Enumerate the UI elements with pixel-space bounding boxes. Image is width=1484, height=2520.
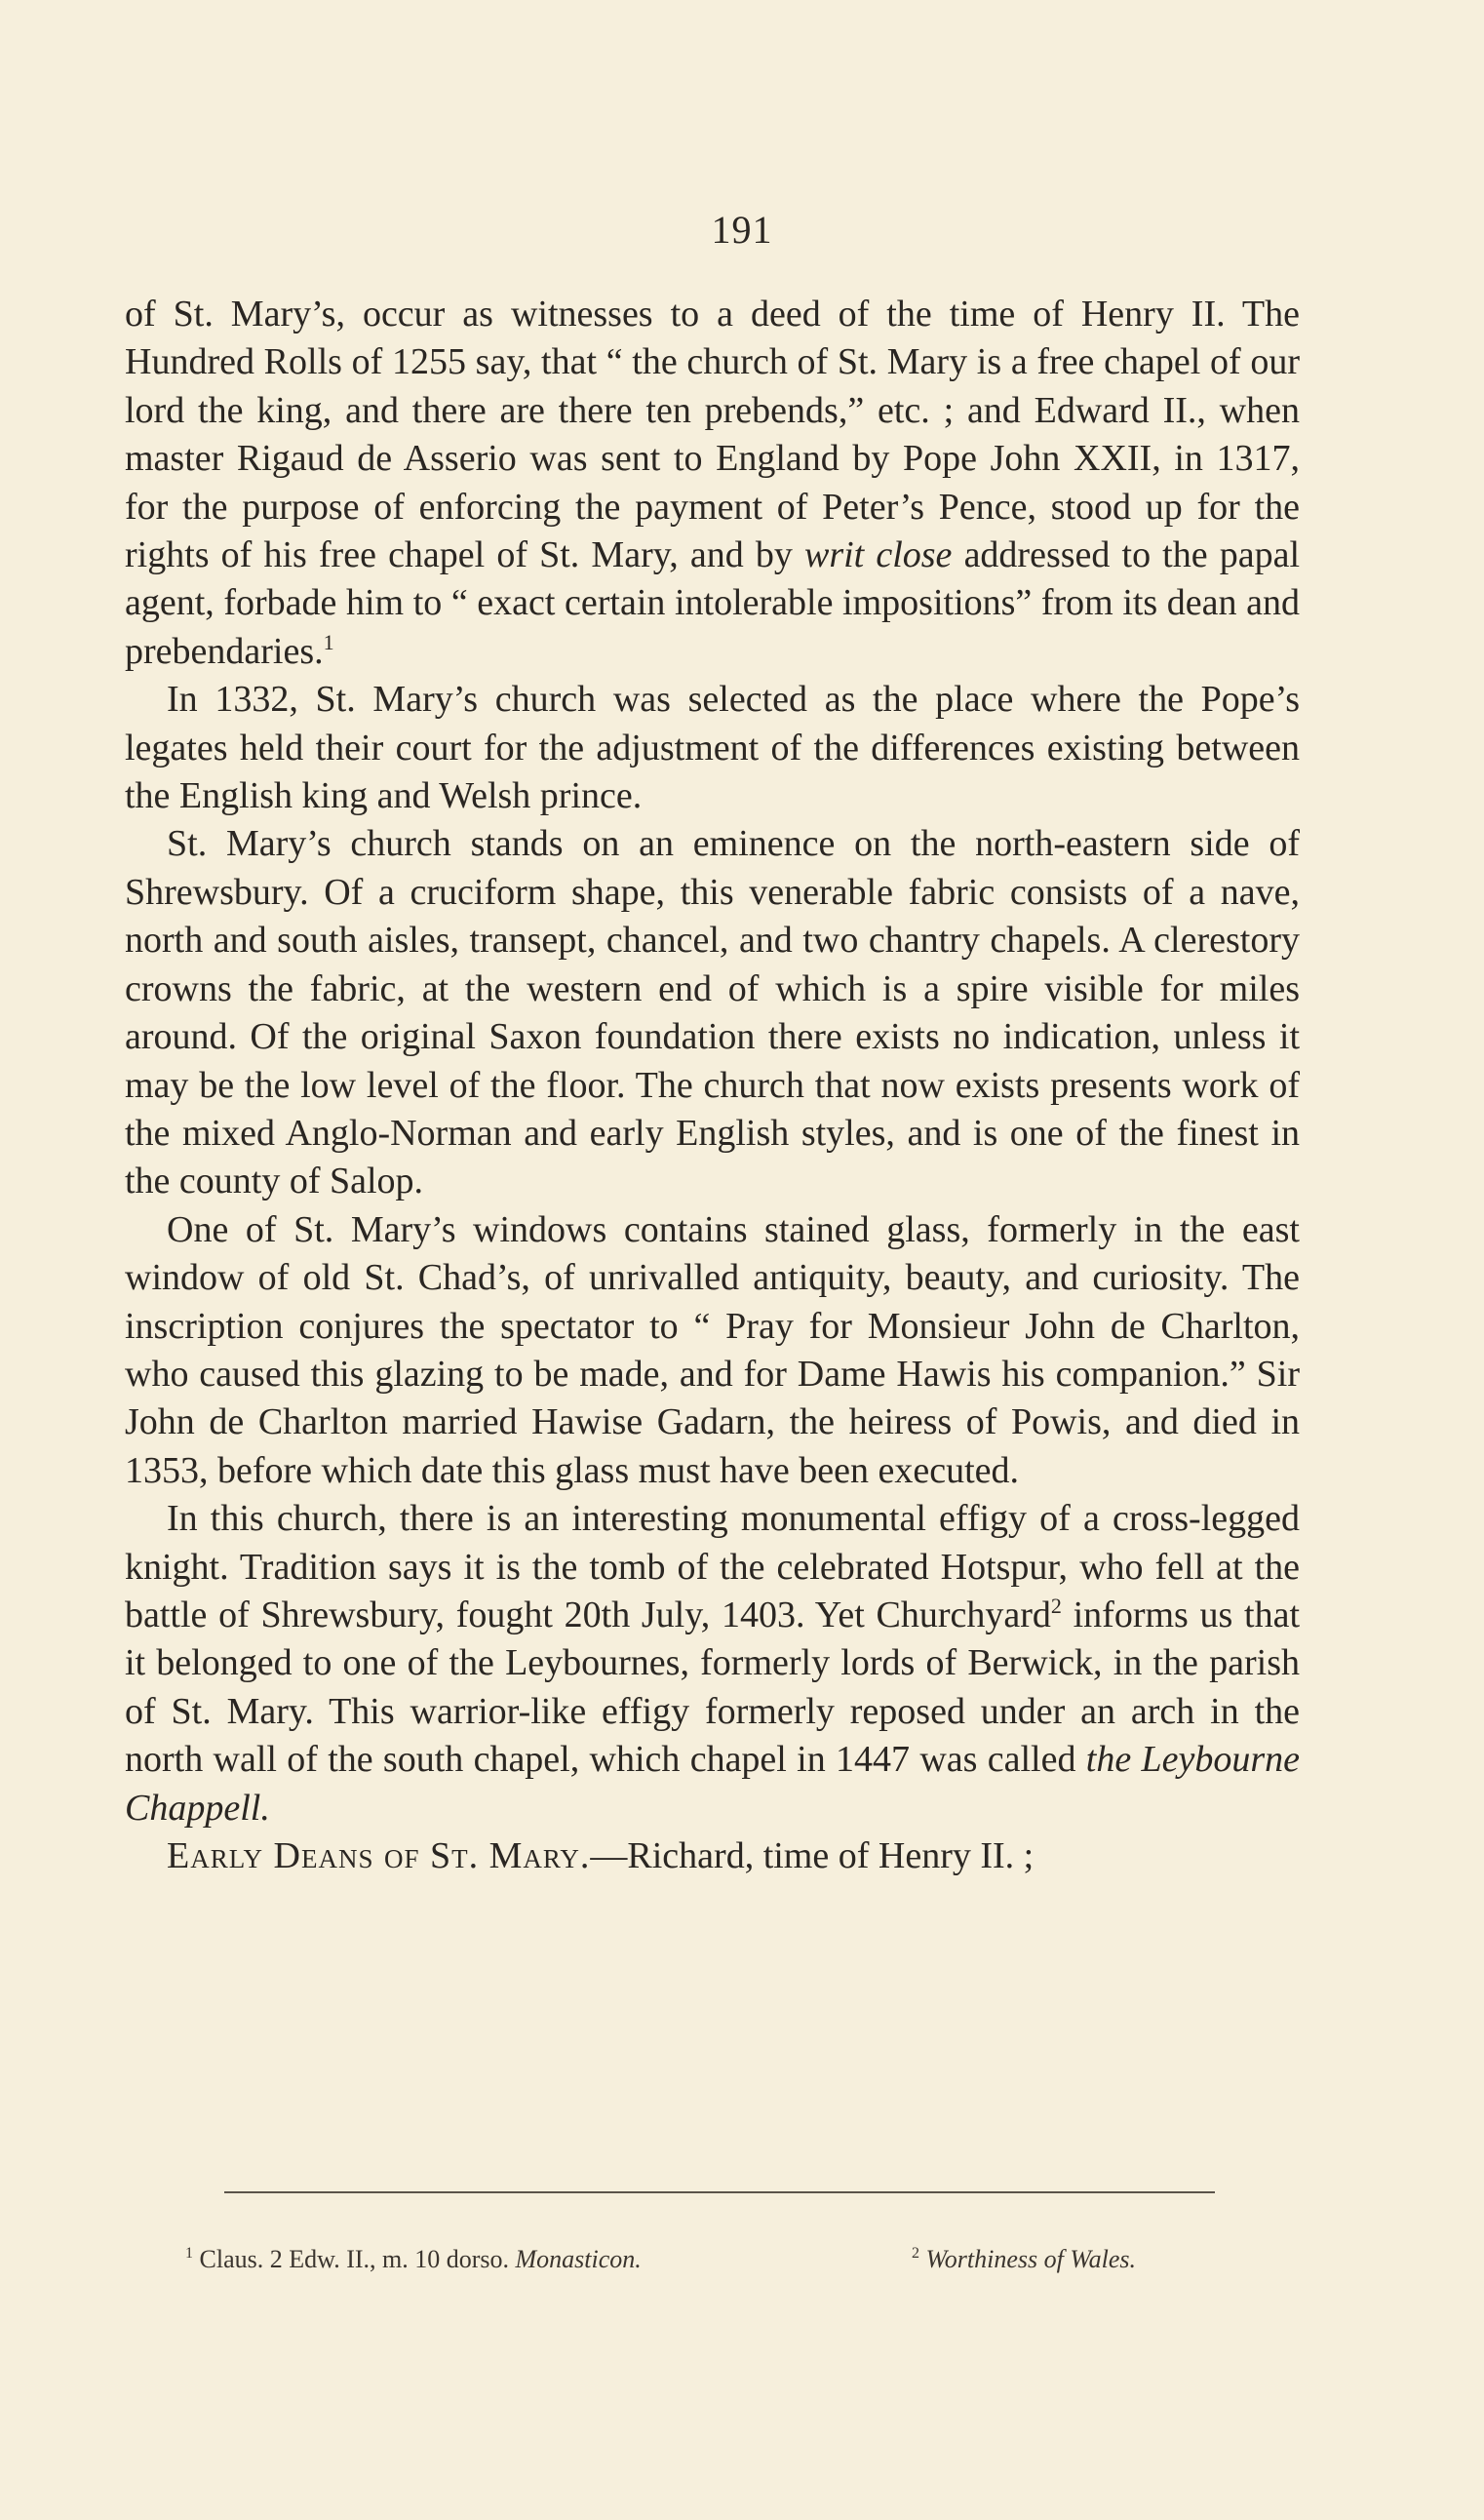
- paragraph-5: [125, 1495, 1300, 1832]
- footnote-2-italic: Worthiness of Wales.: [925, 2245, 1136, 2273]
- paragraph-1-text: of St. Mary’s, occur as witnesses to a deed of the time of Henry II. The Hundred Rolls of 1255 say, that “ the church of St. Mary is a free chapel of our lord the king, and there are there ten prebends,” etc. ; and Edward II., when master Rigaud de Asserio was sent to England by Pope John XXII, in 1317, for the purpose of enforcing the payment of Peter’s Pence, stood up for the rights of his free chapel of St. Mary, and by: [125, 294, 1300, 576]
- paragraph-5-text-b: informs us that it belonged to one of the Leybournes, formerly lords of Berwick, in the parish of St. Mary. This warrior-like effigy formerly reposed under an arch in the north wall of the south chapel, which chapel in 1447 was called: [125, 1594, 1301, 1781]
- footnote-1: [185, 2245, 642, 2274]
- footnote-ref-1: 1: [323, 629, 334, 654]
- paragraph-2: In 1332, St. Mary’s church was selected as the place where the Pope’s legates held their court for the adjustment of the differences existing between the English king and Welsh prince.: [125, 679, 1300, 817]
- footnote-divider: [224, 2191, 1215, 2193]
- footnote-1-mark: 1: [185, 2245, 193, 2262]
- footnote-1-text: Claus. 2 Edw. II., m. 10 dorso.: [199, 2245, 510, 2273]
- footnote-2-mark: 2: [912, 2245, 919, 2262]
- paragraph-1-italic: writ close: [803, 534, 953, 576]
- page-number: 191: [711, 208, 773, 252]
- paragraph-1-tail: addressed to the papal agent, forbade him to “ exact certain intolerable impositions” from its dean and prebendaries.: [125, 534, 1301, 672]
- section-heading: Early Deans of St. Mary.: [167, 1835, 591, 1876]
- footnote-2: [912, 2245, 1136, 2274]
- paragraph-6: [125, 1832, 1300, 1880]
- paragraph-3: St. Mary’s church stands on an eminence on the north-eastern side of Shrewsbury. Of a cruciform shape, this venerable fabric consists of a nave, north and south aisles, transept, chancel, and two chantry chapels. A clerestory crowns the fabric, at the western end of which is a spire visible for miles around. Of the original Saxon foundation there exists no indication, unless it may be the low level of the floor. The church that now exists presents work of the mixed Anglo-Norman and early English styles, and is one of the finest in the county of Salop.: [125, 823, 1300, 1202]
- footnote-ref-2: 2: [1050, 1593, 1062, 1618]
- paragraph-1: [125, 291, 1300, 676]
- body-text: [125, 291, 1300, 1880]
- footnote-1-italic: Monasticon.: [515, 2245, 642, 2273]
- paragraph-6-text: —Richard, time of Henry II. ;: [590, 1835, 1035, 1876]
- paragraph-5-text-a: In this church, there is an interesting monumental effigy of a cross-legged knight. Tradition says it is the tomb of the celebrated Hotspur, who fell at the battle of Shrewsbury, fought 20th July, 1403. Yet Churchyard: [125, 1498, 1300, 1635]
- paragraph-4: One of St. Mary’s windows contains stained glass, formerly in the east window of old St. Chad’s, of unrivalled antiquity, beauty, and curiosity. The inscription conjures the spectator to “ Pray for Monsieur John de Charlton, who caused this glazing to be made, and for Dame Hawis his companion.” Sir John de Charlton married Hawise Gadarn, the heiress of Powis, and died in 1353, before which date this glass must have been executed.: [125, 1208, 1300, 1491]
- paragraph-5-italic: the Leybourne Chappell.: [125, 1739, 1301, 1829]
